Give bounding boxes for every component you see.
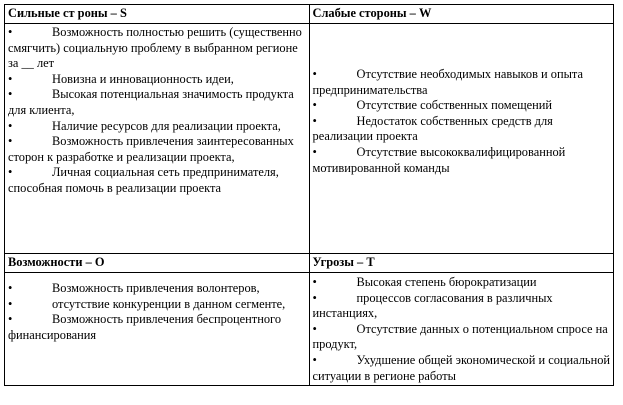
list-item [8, 312, 307, 343]
item-text: Отсутствие собственных помещений [356, 98, 553, 113]
item-text: Личная социальная сеть предпринимателя, способная помочь в реализации проекта [8, 165, 279, 195]
bullet-icon: • [312, 144, 317, 159]
item-text: Недостаток собственных средств для реализации проекта [312, 113, 553, 144]
weaknesses-cell [309, 24, 614, 254]
item-text: Возможность полностью решить (существенно смягчить) социальную проблему в выбранном регионе за __ лет [8, 25, 302, 71]
item-text: Наличие ресурсов для реализации проекта, [52, 118, 281, 133]
swot-table [4, 4, 614, 386]
bullet-icon: • [312, 321, 317, 336]
item-text: процессов согласования в различных инстанциях, [312, 290, 553, 321]
item-text: Отсутствие высококвалифицированной мотивированной команды [312, 144, 566, 175]
threats-title: Угрозы – T [309, 254, 614, 273]
bullet-icon: • [312, 275, 317, 289]
bullet-icon: • [312, 98, 317, 113]
list-item [8, 87, 307, 118]
bullet-icon: • [8, 296, 13, 311]
bullet-icon: • [312, 67, 317, 81]
strengths-list [8, 25, 307, 197]
item-text: Отсутствие необходимых навыков и опыта предпринимательства [312, 67, 584, 97]
bullet-icon: • [312, 290, 317, 305]
item-text: Возможность привлечения заинтересованных сторон к разработке и реализации проекта, [8, 134, 294, 164]
list-item [313, 98, 612, 114]
list-item [8, 297, 307, 313]
bullet-icon: • [8, 25, 13, 39]
strengths-title: Сильные ст роны – S [5, 5, 310, 24]
bullet-icon: • [8, 87, 13, 102]
list-item [8, 119, 307, 135]
list-item [313, 67, 612, 98]
bullet-icon: • [8, 134, 13, 149]
item-text: Возможность привлечения волонтеров, [52, 281, 260, 295]
list-item [8, 72, 307, 88]
content-row-bottom [5, 273, 614, 386]
bullet-icon: • [312, 352, 317, 367]
item-text: Ухудшение общей экономической и социальной ситуации в регионе работы [312, 352, 611, 383]
list-item [8, 281, 307, 297]
item-text: Высокая степень бюрократизации [356, 275, 537, 289]
list-item [313, 322, 612, 353]
bullet-icon: • [8, 312, 13, 327]
list-item [313, 145, 612, 176]
item-text: Отсутствие данных о потенциальном спросе на продукт, [312, 321, 608, 352]
threats-list [313, 275, 612, 384]
header-row-bottom [5, 254, 614, 273]
bullet-icon: • [312, 113, 317, 128]
bullet-icon: • [8, 71, 13, 86]
list-item [313, 114, 612, 145]
list-item [8, 134, 307, 165]
strengths-cell [5, 24, 310, 254]
item-text: Возможность привлечения беспроцентного финансирования [8, 312, 282, 342]
bullet-icon: • [8, 165, 13, 180]
item-text: отсутствие конкуренции в данном сегменте, [52, 296, 286, 311]
weaknesses-title: Слабые стороны – W [309, 5, 614, 24]
opportunities-list [8, 281, 307, 343]
threats-cell [309, 273, 614, 386]
item-text: Новизна и инновационность идеи, [52, 71, 234, 86]
header-row-top [5, 5, 614, 24]
bullet-icon: • [8, 281, 13, 295]
list-item [313, 353, 612, 384]
item-text: Высокая потенциальная значимость продукта для клиента, [8, 87, 294, 117]
opportunities-cell [5, 273, 310, 386]
list-item [8, 25, 307, 72]
bullet-icon: • [8, 118, 13, 133]
list-item [8, 165, 307, 196]
list-item [313, 291, 612, 322]
opportunities-title: Возможности – O [5, 254, 310, 273]
list-item [313, 275, 612, 291]
weaknesses-list [313, 67, 612, 176]
content-row-top [5, 24, 614, 254]
